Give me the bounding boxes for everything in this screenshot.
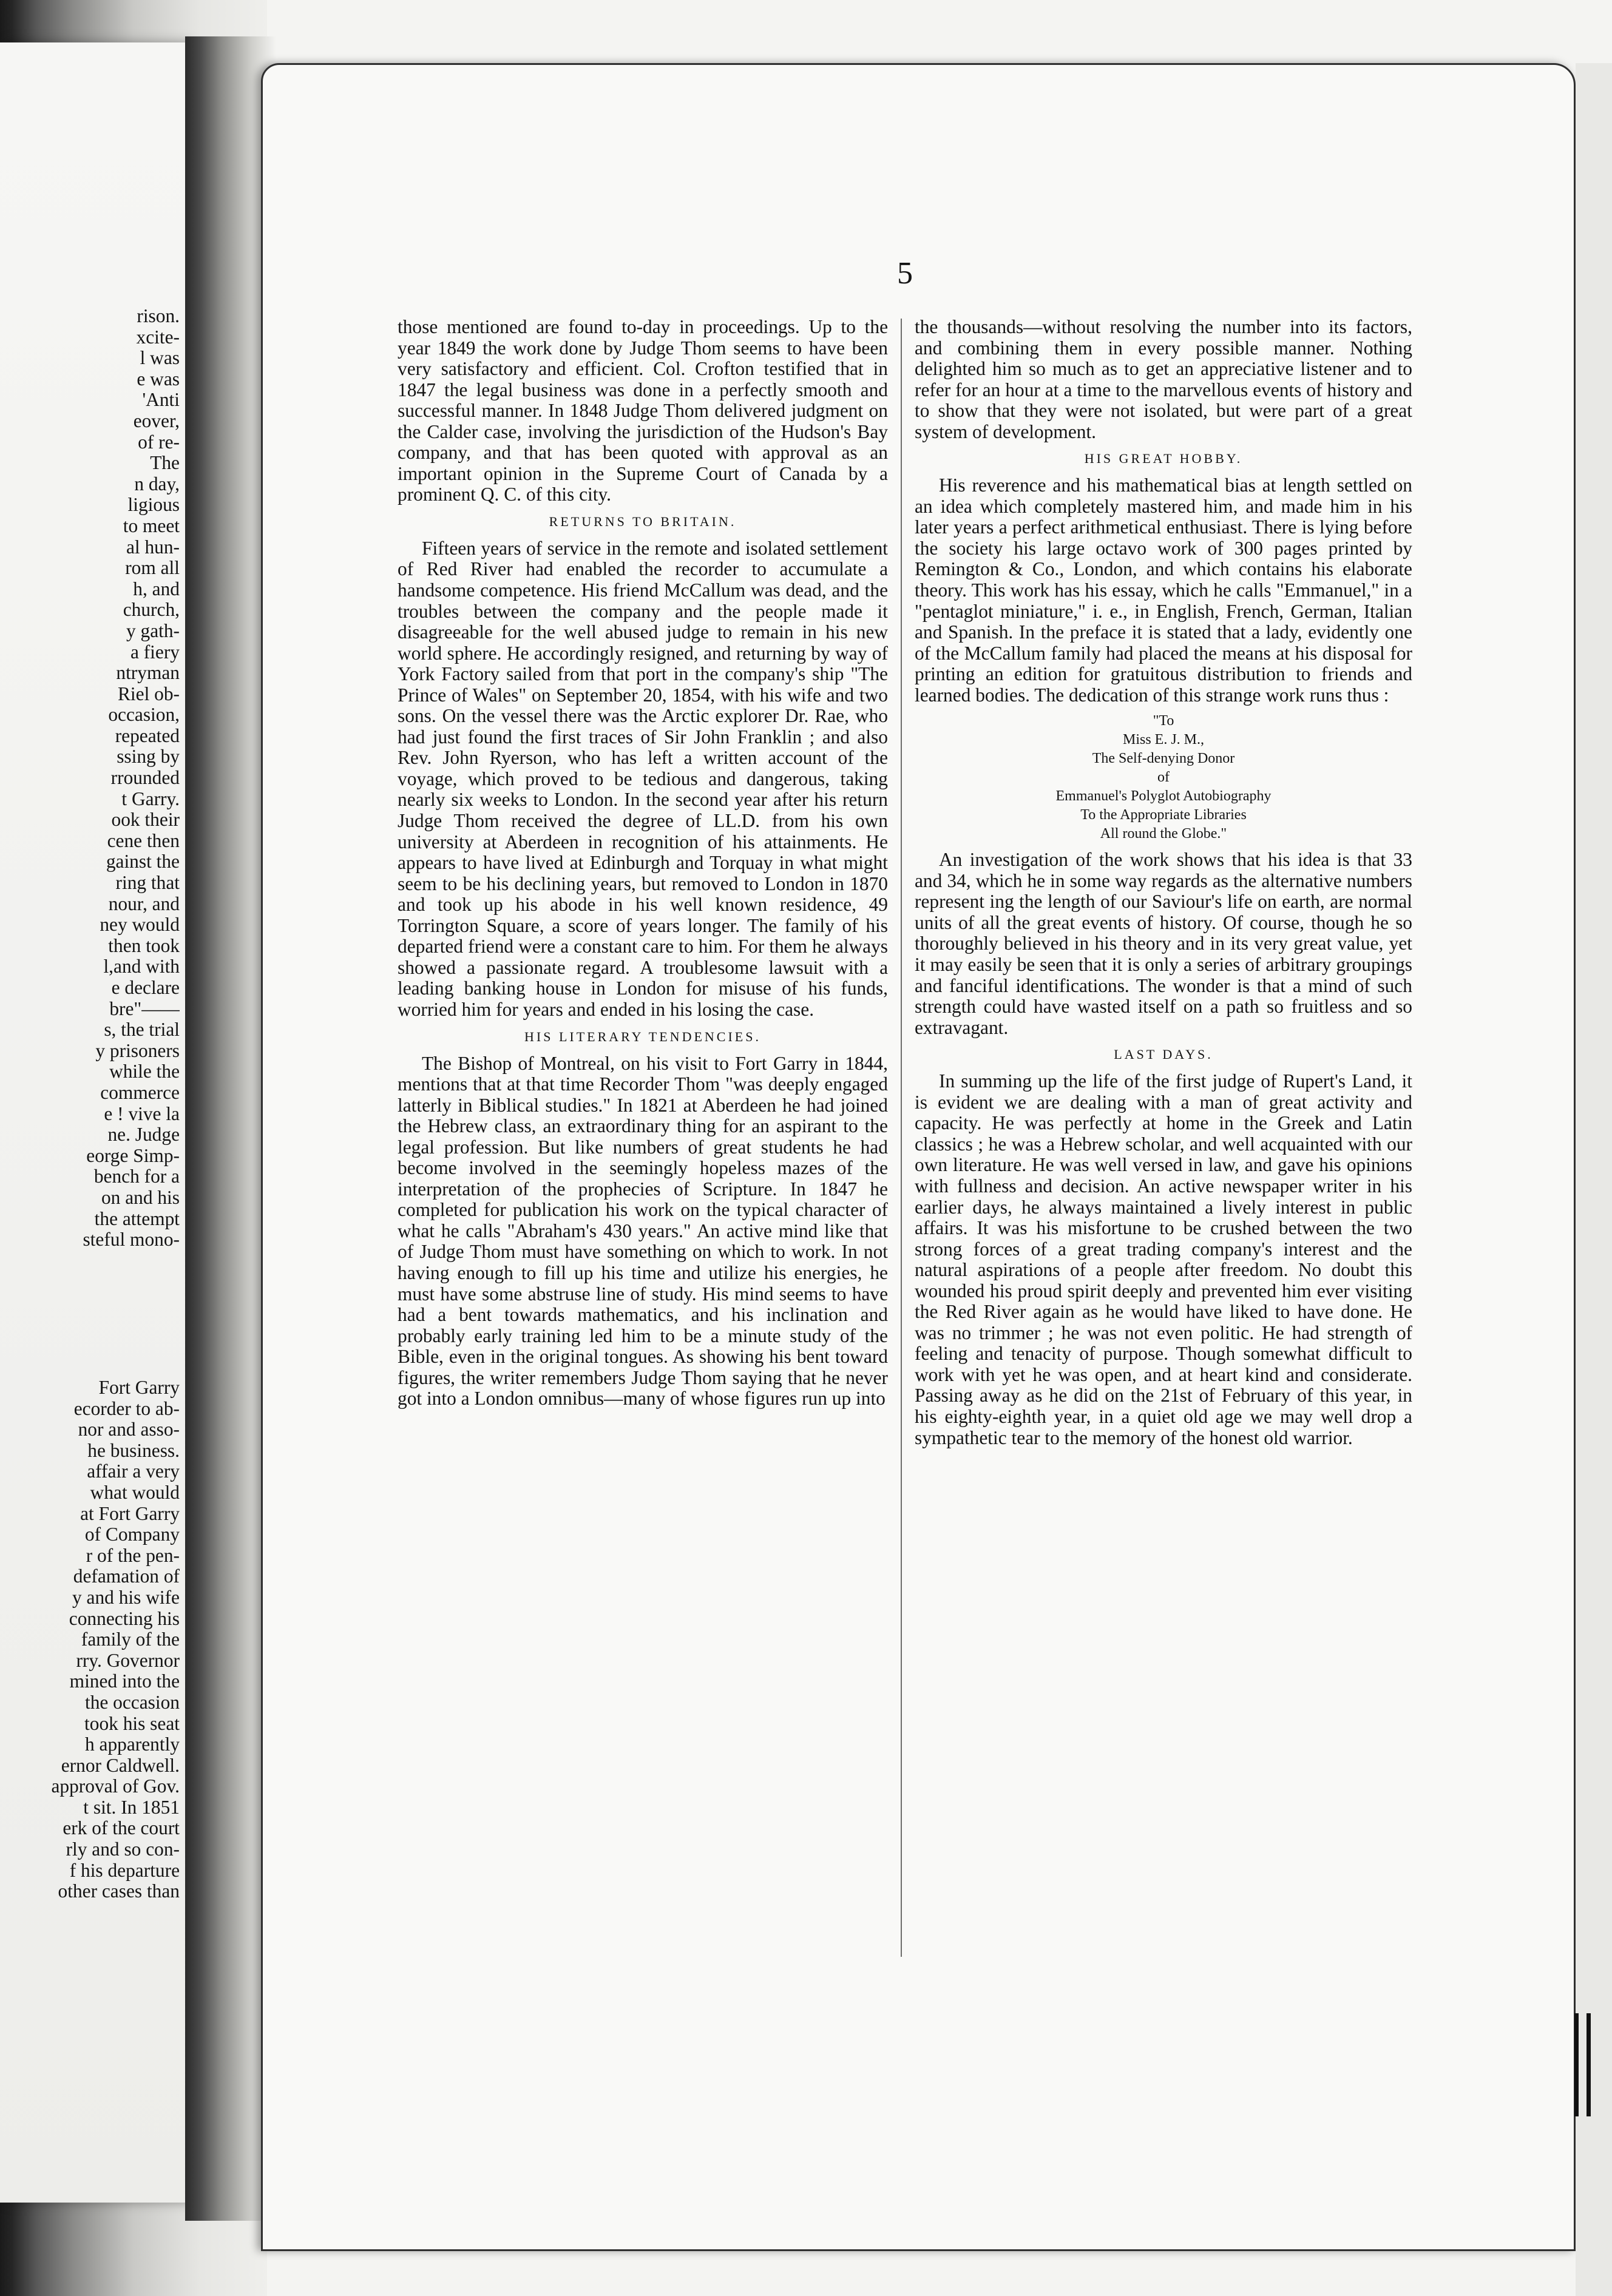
fragment-line: f his departure (69, 1859, 180, 1881)
fragment-line: ligious (127, 494, 180, 516)
fragment-line: ney would (100, 914, 180, 936)
fragment-line: the attempt (94, 1207, 180, 1229)
fragment-line: xcite- (136, 326, 180, 348)
dedication-line: "To (1153, 713, 1174, 729)
fragment-line: took his seat (84, 1712, 180, 1734)
fragment-line: gainst the (106, 851, 180, 873)
fragment-line: ecorder to ab- (73, 1397, 180, 1419)
page-number: 5 (897, 256, 913, 291)
fragment-line: The (150, 452, 180, 474)
paragraph: the thousands—without resolving the number into its factors, and combining them in every possible manner. Nothing delighted him so much as to get an appreciative listener and to refer for an hour at a time to the marvellous events of history and to show that they were not isolated, but were part of a great system of development. (915, 316, 1412, 442)
fragment-line: what would (90, 1481, 180, 1503)
fragment-line: nour, and (108, 893, 180, 914)
fragment-line: at Fort Garry (80, 1502, 180, 1524)
fragment-line: ne. Judge (107, 1124, 180, 1146)
dedication-line: To the Appropriate Libraries (1080, 807, 1247, 823)
fragment-line: affair a very (87, 1460, 180, 1482)
fragment-line: repeated (115, 724, 180, 746)
fragment-line: ssing by (117, 746, 180, 768)
fragment-line: r of the pen- (86, 1544, 180, 1566)
fragment-line: cene then (107, 829, 180, 851)
fragment-line: h, and (133, 578, 180, 599)
fragment-line: rry. Governor (76, 1649, 180, 1671)
fragment-line: e was (137, 368, 180, 390)
fragment-line: a fiery (130, 641, 180, 663)
fragment-line: he business. (87, 1439, 180, 1461)
scan-edge-marks (1574, 2013, 1593, 2116)
section-heading: RETURNS TO BRITAIN. (549, 513, 737, 529)
fragment-line: to meet (123, 515, 180, 536)
fragment-line: l was (140, 347, 180, 369)
paragraph: In summing up the life of the first judge of Rupert's Land, it is evident we are dealing with a man of great activity and capacity. He was perfectly at home in the Greek and Latin classics ; he was a Hebrew scholar, and well acquainted with our own literature. He was well versed in law, and gave his opinions with fullness and decision. An active newspaper writer in his earlier days, he always maintained a lively interest in public affairs. It was his misfortune to be crushed between the two strong forces of a great trading company's interest and the natural aspirations of a people after freedom. No doubt this wounded his proud spirit deeply and prevented him ever visiting the Red River again as he would have liked to have done. He was no trimmer ; he was not even politic. He had strength of feeling and tenacity of purpose. Though somewhat difficult to work with yet he was open, and at heart kind and considerate. Passing away as he did on the 21st of February of this year, in his eighty-eighth year, in a quiet old age we may well drop a sympathetic tear to the memory of the honest old warrior. (915, 1070, 1412, 1448)
fragment-line: of Company (84, 1524, 180, 1545)
fragment-line: approval of Gov. (51, 1775, 180, 1797)
section-heading: HIS LITERARY TENDENCIES. (524, 1028, 761, 1044)
fragment-line: defamation of (73, 1565, 180, 1587)
fragment-line: ook their (111, 809, 180, 831)
dedication-line: All round the Globe." (1100, 826, 1227, 842)
fragment-line: mined into the (69, 1670, 180, 1692)
dedication-block (915, 712, 1412, 843)
section-heading: HIS GREAT HOBBY. (1084, 451, 1243, 467)
fragment-line: y and his wife (72, 1586, 180, 1608)
column-rule (901, 319, 902, 1957)
fragment-line: t sit. In 1851 (83, 1796, 180, 1818)
paragraph: those mentioned are found to-day in proceedings. Up to the year 1849 the work done by Judge Thom seems to have been very satisfactory and efficient. Col. Crofton testified that in 1847 the legal business was done in a perfectly smooth and successful manner. In 1848 Judge Thom delivered judgment on the Calder case, involving the jurisdiction of the Hudson's Bay company, and that has been quoted with approval as an important opinion in the Supreme Court of Canada by a prominent Q. C. of this city. (398, 316, 888, 505)
dedication-line: Miss E. J. M., (1122, 732, 1205, 748)
paragraph: His reverence and his mathematical bias at length settled on an idea which completely mastered him, and made him in his later years a perfect arithmetical enthusiast. There is lying before the society his large octavo work of 300 pages printed by Remington & Co., London, and which contains his elaborate theory. This work has his essay, which he calls "Emmanuel," in a "pentaglot miniature," i. e., in English, French, German, Italian and Spanish. In the preface it is stated that a lady, evidently one of the McCallum family had placed the means at his disposal for printing an edition for gratuitous distribution to friends and learned bodies. The dedication of this strange work runs thus : (915, 474, 1412, 706)
fragment-line: then took (108, 934, 180, 956)
fragment-line: e declare (111, 977, 180, 998)
fragment-line: rom all (125, 557, 180, 579)
fragment-line: while the (109, 1061, 180, 1082)
fragment-line: erk of the court (63, 1817, 180, 1839)
fragment-line: ernor Caldwell. (61, 1754, 180, 1776)
fragment-line: eorge Simp- (86, 1144, 180, 1166)
fragment-line: h apparently (84, 1734, 180, 1755)
fragment-line: l,and with (103, 956, 180, 977)
fragment-line: bench for a (93, 1166, 180, 1187)
left-page-text-upper (2, 306, 180, 1251)
fragment-line: rrounded (110, 767, 180, 789)
column-right (915, 317, 1412, 1448)
fragment-line: eover, (133, 410, 180, 431)
right-edge (1576, 63, 1612, 2296)
section-heading: LAST DAYS. (1114, 1047, 1213, 1062)
fragment-line: connecting his (69, 1607, 180, 1629)
fragment-line: rison. (137, 306, 180, 326)
fragment-line: s, the trial (104, 1019, 180, 1041)
paragraph: An investigation of the work shows that his idea is that 33 and 34, which he in some way regards as the alternative numbers represent ing the length of our Saviour's life on earth, are normal units of all the great events of history. Of course, though he so thoroughly believed in his theory and in its very great value, yet it may easily be seen that it is only a series of arbitrary groupings and fanciful identifications. The wonder is that a mind of such strength could have wasted itself on a path so fruitless and so extravagant. (915, 849, 1412, 1038)
fragment-line: church, (123, 599, 180, 621)
fragment-line: on and his (101, 1186, 180, 1208)
fragment-line: al hun- (126, 536, 180, 558)
fragment-line: y prisoners (95, 1039, 180, 1061)
column-left (398, 317, 888, 1410)
fragment-line: e ! vive la (104, 1102, 180, 1124)
fragment-line: 'Anti (142, 389, 180, 411)
fragment-line: occasion, (108, 704, 180, 726)
fragment-line: family of the (81, 1629, 180, 1650)
fragment-line: commerce (100, 1081, 180, 1103)
fragment-line: bre"—— (109, 998, 180, 1019)
dedication-line: Emmanuel's Polyglot Autobiography (1055, 788, 1272, 805)
fragment-line: steful mono- (83, 1229, 180, 1251)
paragraph: The Bishop of Montreal, on his visit to Fort Garry in 1844, mentions that at that time Recorder Thom "was deeply engaged latterly in Biblical studies." In 1821 at Aberdeen he had joined the Hebrew class, an extraordinary thing for an aspirant to the legal profession. But like numbers of great students he had become involved in the seemingly hopeless mazes of the interpretation of the prophecies of Scripture. In 1847 he completed for publication his work on the typical character of what he calls "Abraham's 430 years." An active mind like that of Judge Thom must have something on which to work. In not having enough to fill up his time and utilize his energies, he must have some abstruse line of study. His mind seems to have had a bent towards mathematics, and his inclination and probably early training led him to be a minute study of the Bible, even in the original tongues. As showing his bent toward figures, the writer remembers Judge Thom saying that he never got into a London omnibus—many of whose figures run up into (398, 1052, 888, 1410)
fragment-line: ntryman (116, 662, 180, 684)
fragment-line: t Garry. (121, 788, 180, 809)
fragment-line: y gath- (126, 620, 180, 641)
fragment-line: Fort Garry (98, 1377, 180, 1398)
dedication-line: of (1157, 769, 1170, 786)
fragment-line: other cases than (58, 1880, 180, 1902)
fragment-line: n day, (134, 473, 180, 495)
fragment-line: of re- (138, 431, 180, 453)
left-page-text-lower (2, 1377, 180, 1902)
dedication-line: The Self-denying Donor (1092, 751, 1235, 767)
paragraph: Fifteen years of service in the remote and isolated settlement of Red River had enabled the recorder to accumulate a handsome competence. His friend McCallum was dead, and the troubles between the company and the people made it disagreeable for the well abused judge to remain in his new world sphere. He accordingly resigned, and returning by way of York Factory sailed from that port in the company's ship "The Prince of Wales" on September 20, 1854, with his wife and two sons. On the vessel there was the Arctic explorer Dr. Rae, who had just found the first traces of Sir John Franklin ; and also Rev. John Ryerson, who has left a written account of the voyage, which proved to be tedious and dangerous, taking nearly six weeks to London. In the second year after his return Judge Thom received the degree of LL.D. from his own university at Aberdeen in recognition of his attainments. He appears to have lived at Edinburgh and Torquay in what might seem to be his declining years, but removed to London in 1870 and took up his abode in his well known residence, 49 Torrington Square, a score of years longer. The family of his departed friend were a constant care to him. For them he always showed a passionate regard. A troublesome lawsuit with a leading banking house in London for misuse of his funds, worried him for years and ended in his losing the case. (398, 537, 888, 1020)
fragment-line: ring that (115, 872, 180, 894)
fragment-line: Riel ob- (117, 683, 180, 704)
fragment-line: the occasion (84, 1691, 180, 1713)
fragment-line: rly and so con- (66, 1838, 180, 1860)
fragment-line: nor and asso- (78, 1419, 180, 1440)
